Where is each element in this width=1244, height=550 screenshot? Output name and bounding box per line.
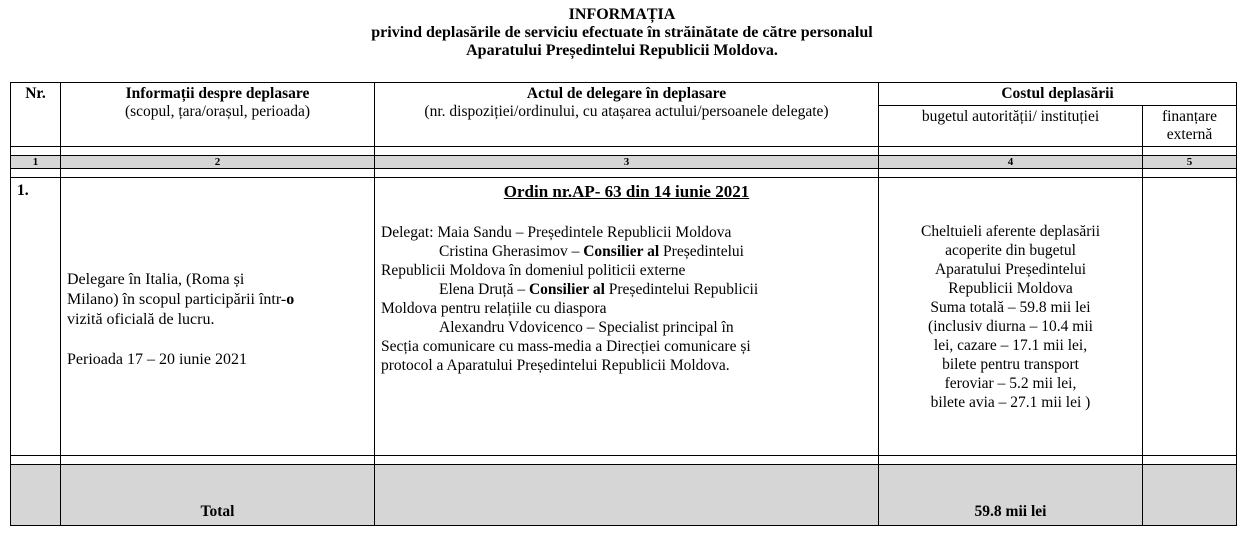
header-cost: Costul deplasării <box>879 83 1237 106</box>
spacer-row <box>11 456 1237 465</box>
header-act <box>375 83 879 147</box>
spacer-row <box>11 169 1237 178</box>
cost-line: Cheltuieli aferente deplasării <box>920 222 1101 240</box>
info-text: Delegare în Italia, <box>67 270 187 288</box>
travel-table <box>10 82 1237 526</box>
person-role-line: Secția comunicare cu mass-media a Direcției comunicare și <box>381 338 751 355</box>
cost-line: lei, cazare – 17.1 mii lei, <box>933 336 1088 354</box>
cost-line: acoperite din bugetul <box>945 241 1076 259</box>
person-role: Consilier al <box>528 281 609 298</box>
person-role-line: protocol a Aparatului Președintelui Republicii Moldova. <box>381 357 730 374</box>
column-number: 4 <box>879 156 1143 169</box>
person-name: Elena Druță – <box>439 281 529 298</box>
spacer-row <box>11 147 1237 156</box>
header-cost-budget: bugetul autorității/ instituției <box>879 106 1143 147</box>
cost-line: Republicii Moldova <box>948 279 1073 297</box>
row-cost-budget <box>879 178 1143 456</box>
row-act <box>375 178 879 456</box>
header-info <box>61 83 375 147</box>
header-cost-external: finanțare externă <box>1143 106 1237 147</box>
person-name: Cristina Gherasimov – <box>439 243 584 260</box>
person-role-line: Moldova pentru relațiile cu diaspora <box>381 300 607 317</box>
person-name: Alexandru Vdovicenco – <box>439 319 599 336</box>
total-row <box>11 465 1237 526</box>
cost-line: bilete avia – 27.1 mii lei ) <box>930 393 1091 411</box>
column-number-row <box>11 156 1237 169</box>
ordin-link: Ordin nr.AP- 63 din 14 iunie 2021 <box>503 182 750 201</box>
cost-line: feroviar – 5.2 mii lei, <box>944 374 1077 392</box>
title-line-3: Aparatului Președintelui Republicii Moldova. <box>466 42 778 59</box>
document-title <box>0 0 1244 60</box>
column-number: 5 <box>1143 156 1237 169</box>
info-text: Milano) în scopul participării într- <box>67 290 287 308</box>
column-number: 3 <box>375 156 879 169</box>
title-line-1: INFORMAȚIA <box>568 6 676 23</box>
column-number: 1 <box>11 156 61 169</box>
person-role: Președintelui <box>663 243 744 260</box>
table-row <box>11 178 1237 456</box>
info-text: vizită oficială de lucru. <box>67 310 215 328</box>
delegat-role: Președintele Republicii Moldova <box>527 224 732 241</box>
row-cost-external <box>1143 178 1237 456</box>
header-nr: Nr. <box>11 83 61 147</box>
delegat-prefix: Delegat: Maia Sandu – <box>381 224 528 241</box>
person-role: Specialist principal în <box>598 319 734 336</box>
column-number: 2 <box>61 156 375 169</box>
person-role: Consilier al <box>583 243 664 260</box>
total-external-cell <box>1143 465 1237 526</box>
header-info-title: Informații despre deplasare <box>125 85 310 102</box>
row-nr: 1. <box>11 178 61 456</box>
info-text: (Roma și <box>186 270 245 288</box>
cost-line: (inclusiv diurna – 10.4 mii <box>928 317 1093 335</box>
person-role: Președintelui Republicii <box>608 281 759 298</box>
total-nr-cell <box>11 465 61 526</box>
info-text: o <box>286 290 295 308</box>
total-value: 59.8 mii lei <box>879 465 1143 526</box>
cost-line: Suma totală – 59.8 mii lei <box>930 298 1091 316</box>
header-row-1 <box>11 83 1237 106</box>
cost-line: bilete pentru transport <box>942 355 1079 373</box>
header-act-title: Actul de delegare în deplasare <box>526 85 727 102</box>
title-line-2: privind deplasările de serviciu efectuate în străinătate de către personalul <box>371 24 873 41</box>
total-label: Total <box>61 465 375 526</box>
person-role-line: Republicii Moldova în domeniul politicii externe <box>381 262 686 279</box>
cost-line: Aparatului Președintelui <box>934 260 1087 278</box>
info-period: Perioada 17 – 20 iunie 2021 <box>67 350 247 368</box>
header-info-sub: (scopul, țara/orașul, perioada) <box>124 103 311 120</box>
header-act-sub: (nr. dispoziției/ordinului, cu atașarea actului/persoanele delegate) <box>424 103 829 120</box>
total-act-cell <box>375 465 879 526</box>
row-info <box>61 178 375 456</box>
